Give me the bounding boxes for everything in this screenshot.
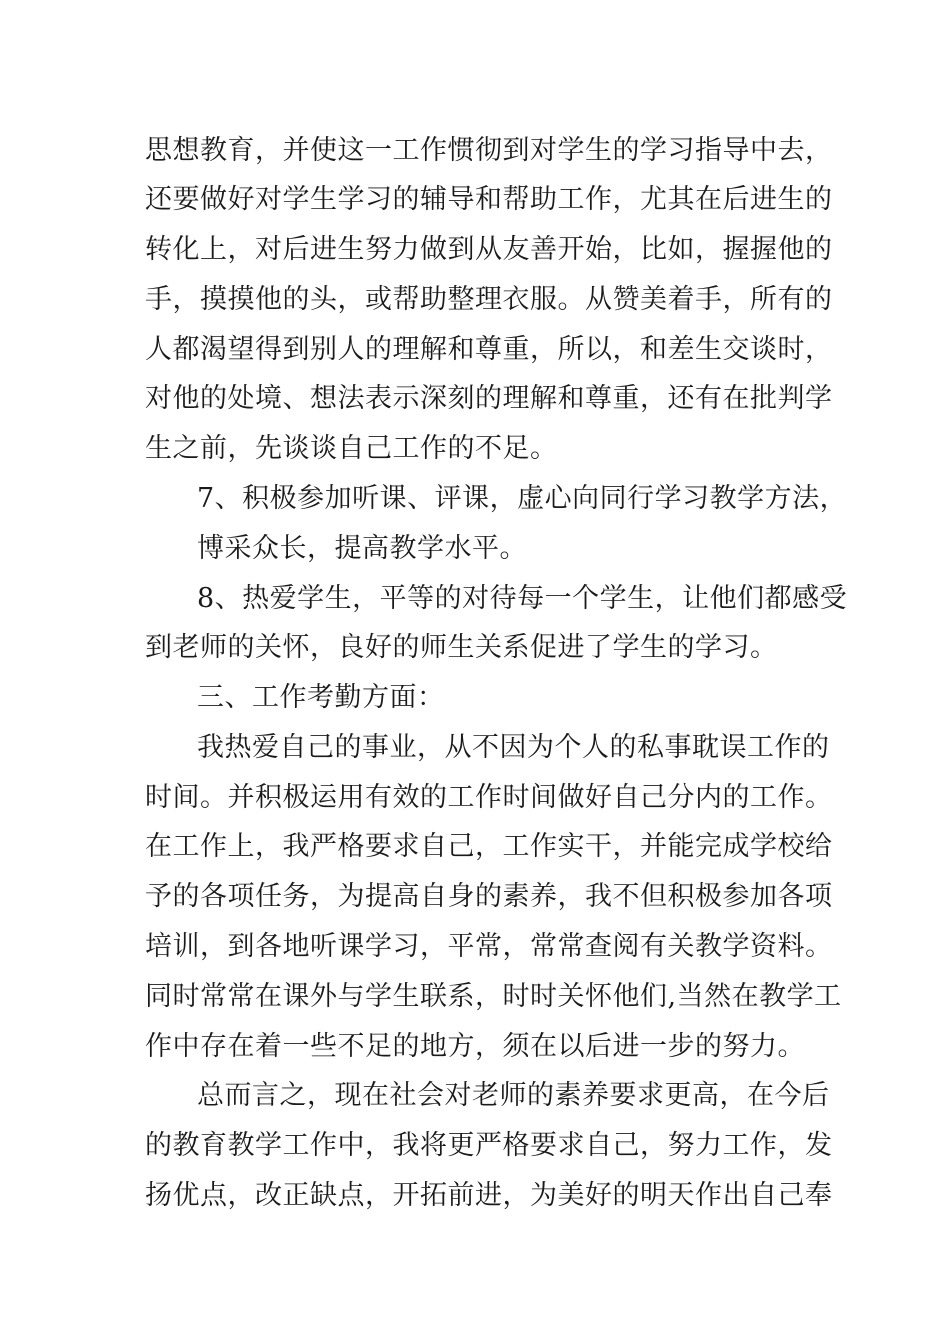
paragraph-start: 总而言之，现在社会对老师的素养要求更高，在今后: [197, 1080, 830, 1111]
text-line: 予的各项任务，为提高自身的素养，我不但积极参加各项: [145, 881, 833, 912]
text-line: 思想教育，并使这一工作惯彻到对学生的学习指导中去，: [145, 135, 833, 166]
list-item-7-continuation: 博采众长，提高教学水平。: [197, 533, 527, 564]
text-line: 扬优点，改正缺点，开拓前进，为美好的明天作出自己奉: [145, 1180, 833, 1211]
text-line: 还要做好对学生学习的辅导和帮助工作，尤其在后进生的: [145, 184, 833, 215]
text-line: 生之前，先谈谈自己工作的不足。: [145, 433, 558, 464]
text-line: 到老师的关怀，良好的师生关系促进了学生的学习。: [145, 632, 778, 663]
paragraph-start: 我热爱自己的事业，从不因为个人的私事耽误工作的: [197, 732, 830, 763]
text-line: 培训，到各地听课学习，平常，常常查阅有关教学资料。: [145, 931, 833, 962]
text-line: 作中存在着一些不足的地方，须在以后进一步的努力。: [145, 1031, 805, 1062]
text-line: 在工作上，我严格要求自己，工作实干，并能完成学校给: [145, 831, 833, 862]
text-line: 人都渴望得到别人的理解和尊重，所以，和差生交谈时，: [145, 334, 833, 365]
list-item-7: 7、积极参加听课、评课，虚心向同行学习教学方法，: [197, 483, 848, 514]
section-heading: 三、工作考勤方面：: [197, 682, 445, 713]
text-line: 时间。并积极运用有效的工作时间做好自己分内的工作。: [145, 782, 833, 813]
text-line: 的教育教学工作中，我将更严格要求自己，努力工作，发: [145, 1130, 833, 1161]
text-line: 转化上，对后进生努力做到从友善开始，比如，握握他的: [145, 234, 833, 265]
text-line: 手，摸摸他的头，或帮助整理衣服。从赞美着手，所有的: [145, 284, 833, 315]
list-item-8: 8、热爱学生，平等的对待每一个学生，让他们都感受: [197, 583, 848, 614]
text-line: 同时常常在课外与学生联系，时时关怀他们,当然在教学工: [145, 981, 842, 1012]
text-line: 对他的处境、想法表示深刻的理解和尊重，还有在批判学: [145, 383, 833, 414]
